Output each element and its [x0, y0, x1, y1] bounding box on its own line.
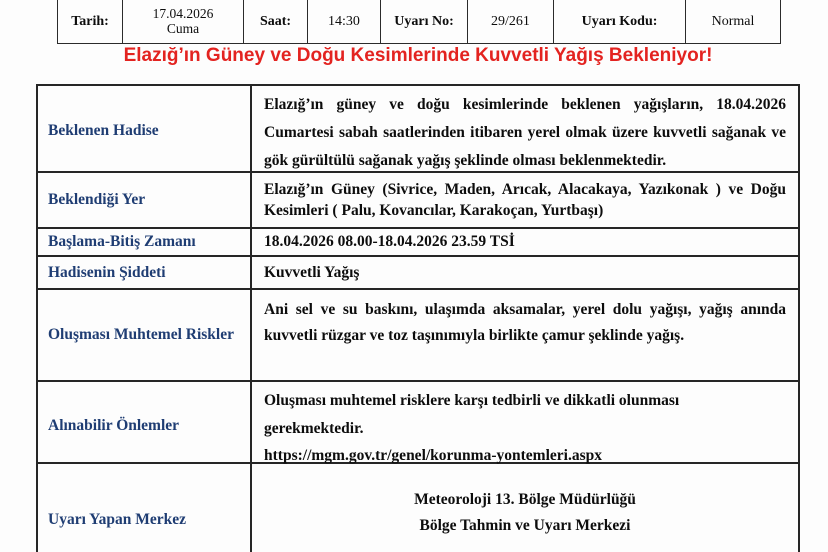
warning-code-label: Uyarı Kodu:	[581, 13, 658, 29]
warning-no-label: Uyarı No:	[394, 13, 454, 29]
header-info-table	[57, 0, 781, 44]
warning-headline: Elazığ’ın Güney ve Doğu Kesimlerinde Kuvvetli Yağış Bekleniyor!	[123, 45, 713, 66]
row-content-possible-risks: Ani sel ve su baskını, ulaşımda aksamalar, yerel dolu yağışı, yağış anında kuvvetli rüzgar ve toz taşınımıyla birlikte çamur şeklinde yağış.	[264, 301, 786, 344]
row-label-issuing-center: Uyarı Yapan Merkez	[38, 464, 252, 552]
warning-no-label-cell	[380, 0, 467, 43]
day-value: Cuma	[166, 21, 200, 36]
warning-details-table	[36, 84, 800, 552]
warning-code-value-cell	[685, 0, 780, 43]
date-label: Tarih:	[71, 13, 109, 29]
warning-no-value-cell	[467, 0, 553, 43]
time-label: Saat:	[259, 13, 292, 29]
row-content-start-end-time: 18.04.2026 08.00-18.04.2026 23.59 TSİ	[264, 233, 515, 250]
table-row-event-severity	[38, 255, 798, 288]
warning-code-value: Normal	[711, 13, 755, 29]
time-label-cell	[243, 0, 307, 43]
row-content-expected-place: Elazığ’ın Güney (Sivrice, Maden, Arıcak, Alacakaya, Yazıkonak ) ve Doğu Kesimleri ( Palu, Kovancılar, Karakoçan, Yurtbaşı)	[264, 181, 786, 219]
table-row-precautions	[38, 380, 798, 462]
issuing-center-line-2: Bölge Tahmin ve Uyarı Merkezi	[419, 517, 631, 534]
time-value: 14:30	[328, 13, 360, 29]
date-value: 17.04.2026	[152, 6, 214, 21]
row-label-expected-event: Beklenen Hadise	[38, 86, 252, 175]
date-label-cell	[58, 0, 122, 43]
row-label-expected-place: Beklendiği Yer	[38, 173, 252, 227]
row-label-start-end-time: Başlama-Bitiş Zamanı	[38, 229, 252, 255]
warning-code-label-cell	[553, 0, 685, 43]
table-row-start-end-time	[38, 227, 798, 255]
row-content-event-severity: Kuvvetli Yağış	[264, 263, 360, 281]
row-label-event-severity: Hadisenin Şiddeti	[38, 257, 252, 288]
precautions-line-1: Oluşması muhtemel risklere karşı tedbirli ve dikkatli olunması	[264, 392, 680, 409]
row-content-expected-event: Elazığ’ın güney ve doğu kesimlerinde beklenen yağışların, 18.04.2026 Cumartesi sabah saatlerinden itibaren yerel olmak üzere kuvvetli sağanak ve gök gürültülü sağanak yağış şeklinde olması beklenmektedir.	[264, 96, 786, 169]
row-label-precautions: Alınabilir Önlemler	[38, 382, 252, 470]
table-row-possible-risks	[38, 288, 798, 380]
row-content-issuing-center	[252, 464, 798, 552]
table-row-expected-place	[38, 171, 798, 227]
precautions-url-text: https://mgm.gov.tr/genel/korunma-yontemleri.aspx	[264, 447, 602, 464]
issuing-center-line-1: Meteoroloji 13. Bölge Müdürlüğü	[414, 491, 636, 508]
table-row-issuing-center	[38, 462, 798, 552]
row-content-precautions	[252, 382, 798, 470]
row-label-possible-risks: Oluşması Muhtemel Riskler	[38, 290, 252, 380]
table-row-expected-event	[38, 86, 798, 171]
precautions-line-2: gerekmektedir.	[264, 419, 364, 437]
date-value-cell	[122, 0, 243, 43]
warning-no-value: 29/261	[491, 13, 530, 29]
time-value-cell	[307, 0, 380, 43]
